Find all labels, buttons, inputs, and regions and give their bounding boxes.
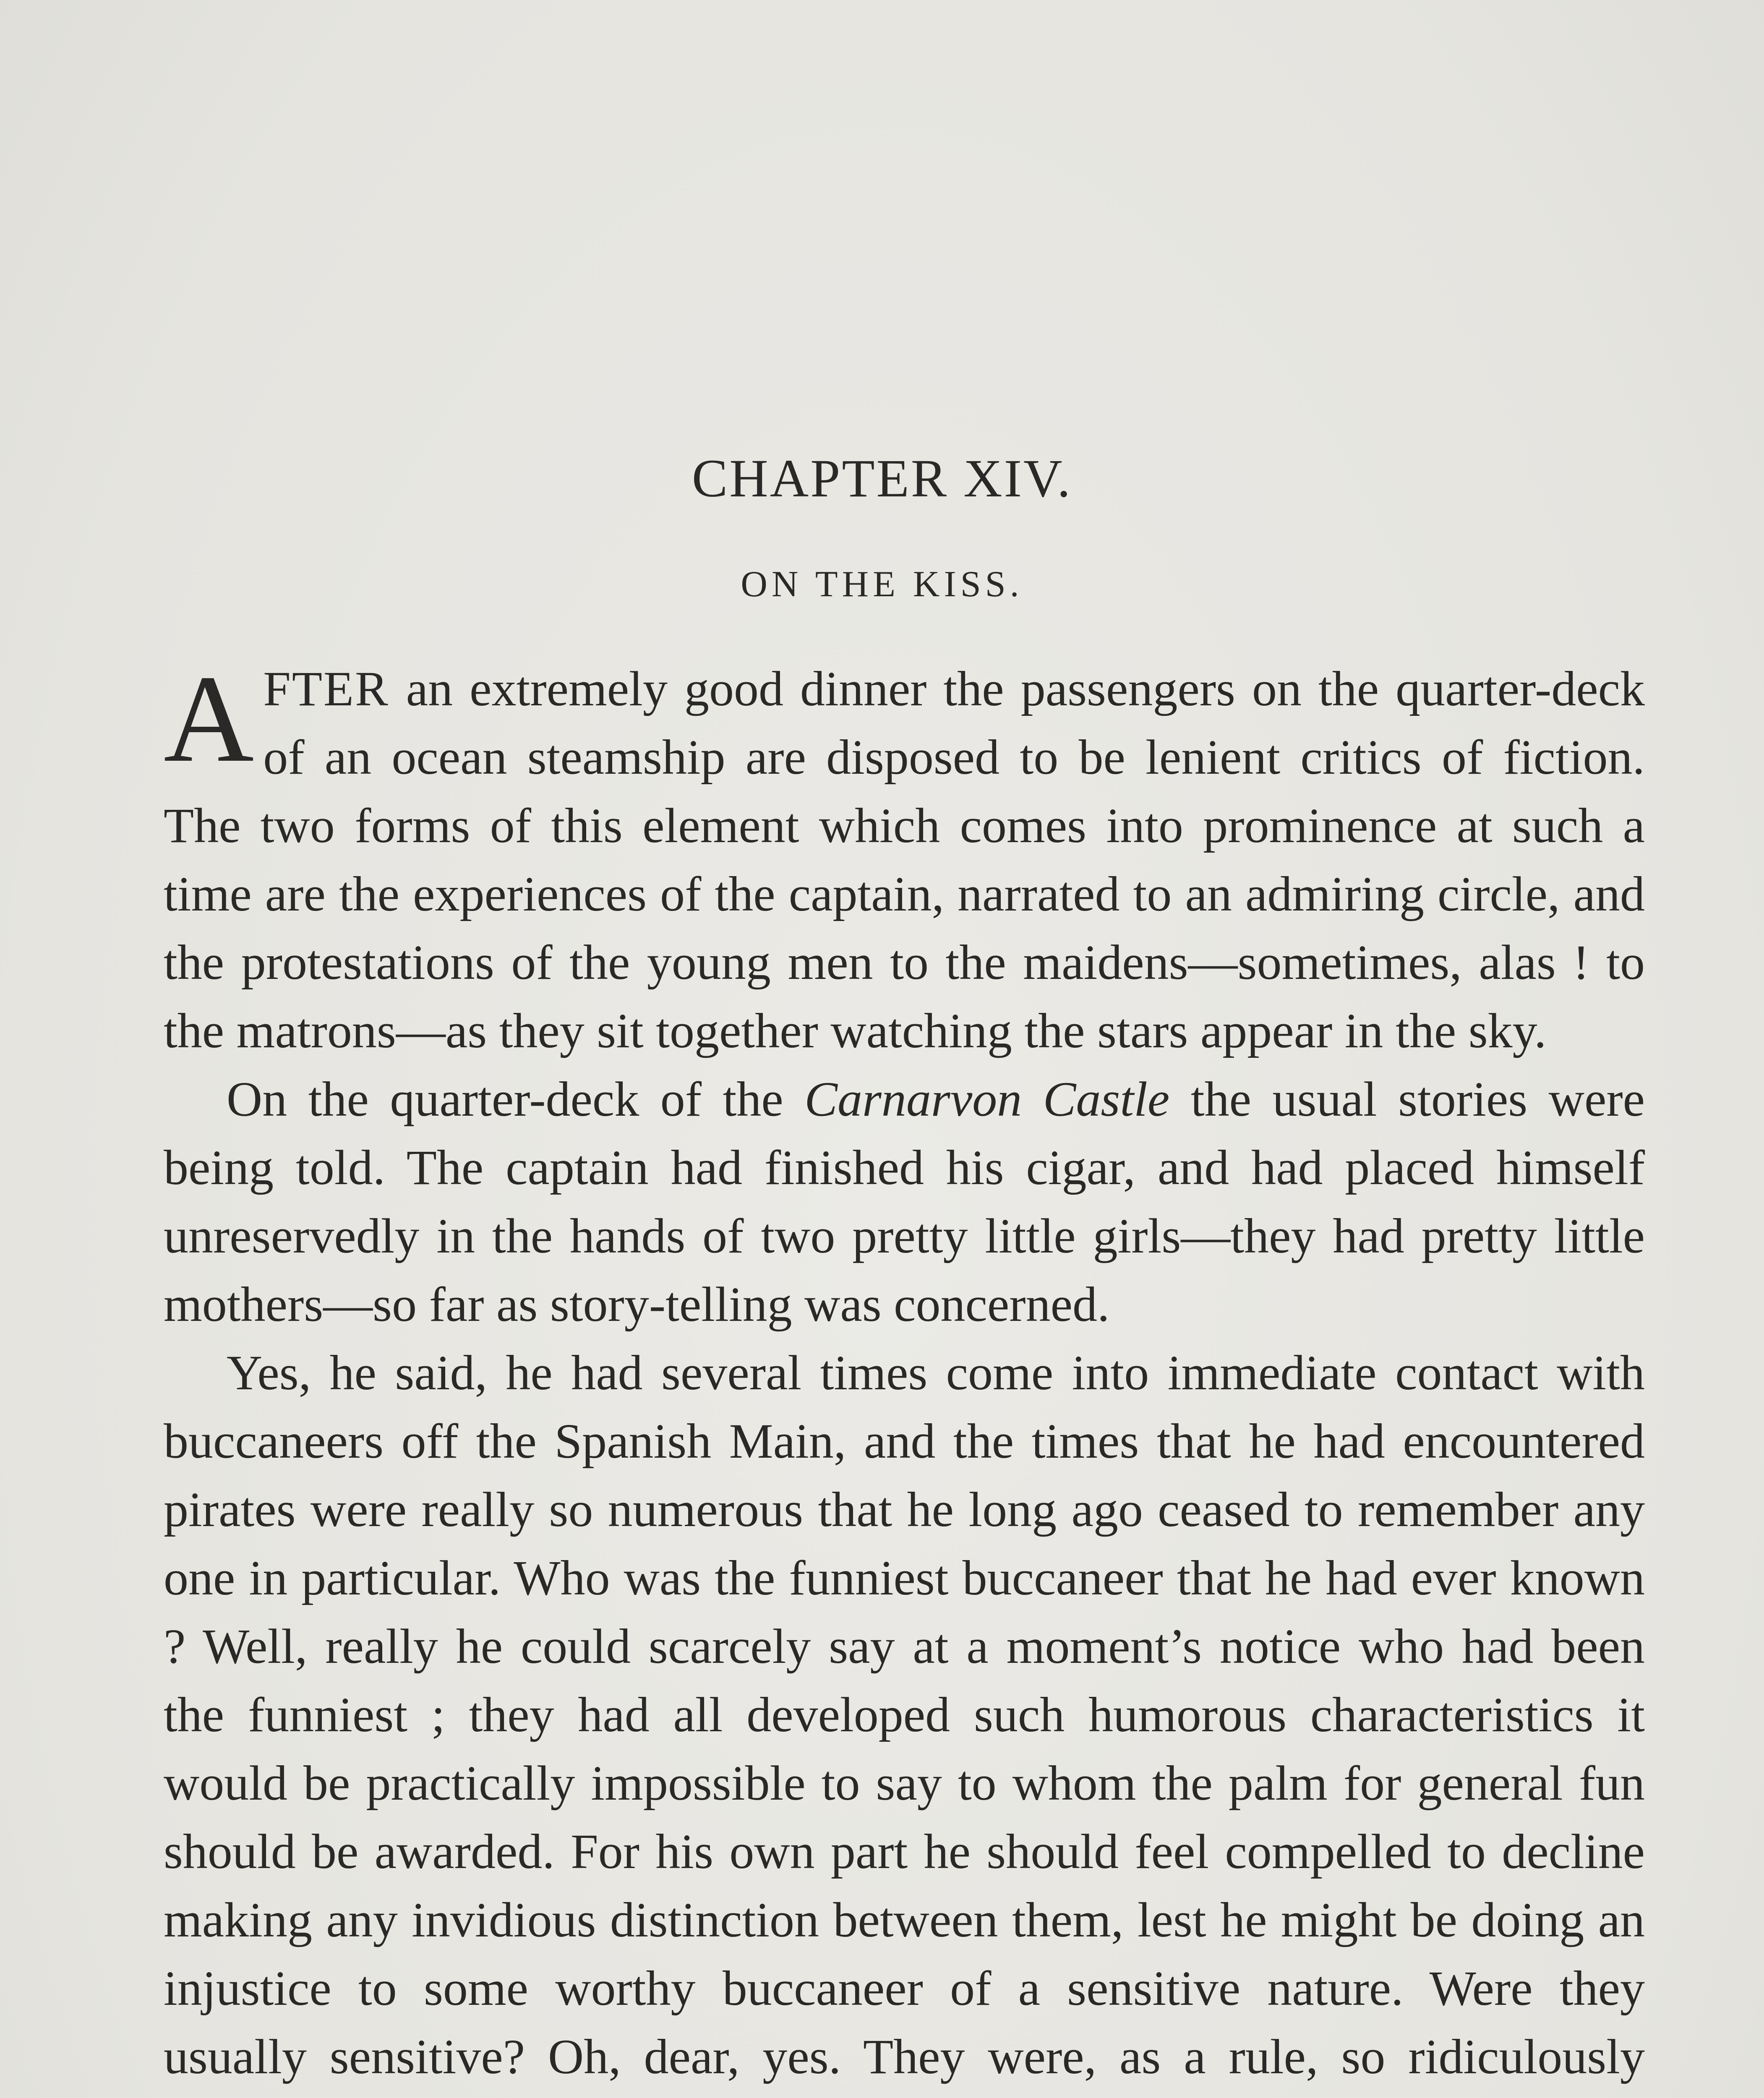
ship-name: Carnarvon Castle — [804, 1072, 1170, 1127]
paragraph-text: Yes, he said, he had several times come into immediate contact with buccaneers off the Spanish Main, and the times that he had encountered pirates were really so numerous that he long ago ceased to remember any one in particular. Who was the funniest buccaneer that he had ever known ? Well, really he could scarcely say at a moment’s notice who had been the funniest ; they had all developed such humorous characteristics it would be practically impossible to say to whom the palm for general fun should be awarded. For his own part he should feel compelled to decline making any invidious distinction between them, lest he might be doing an injustice to some worthy buccaneer of a sensitive nature. Were they usually sensitive? Oh, dear, yes. They were, as a rule, so ridiculously — [164, 1345, 1645, 2084]
paragraph-2 — [164, 1065, 1645, 1339]
paragraph-3 — [164, 1339, 1645, 2098]
paragraph-text: an extremely good dinner the passengers on the quarter-deck of an ocean steamship are disposed to be lenient critics of fiction. The two forms of this element which comes into prominence at such a time are the experiences of the captain, narrated to an admiring circle, and the protestations of the young men to the maidens—sometimes, alas ! to the matrons—as they sit together watching the stars appear in the sky. — [164, 661, 1645, 1058]
chapter-subtitle: ON THE KISS. — [741, 564, 1023, 605]
chapter-title: CHAPTER XIV. — [692, 449, 1072, 508]
paragraph-text: the usual stories were being told. The captain had finished his cigar, and had placed himself unreservedly in the hands of two pretty little girls—they had pretty little mothers—so far as story-telling was concerned. — [164, 1072, 1645, 1332]
paragraph-text: On the quarter-deck of the — [227, 1072, 805, 1127]
drop-cap: A — [164, 650, 254, 788]
body-text — [164, 650, 1645, 2098]
paragraph-1 — [164, 650, 1645, 1065]
paragraph-lead: FTER — [263, 661, 389, 716]
